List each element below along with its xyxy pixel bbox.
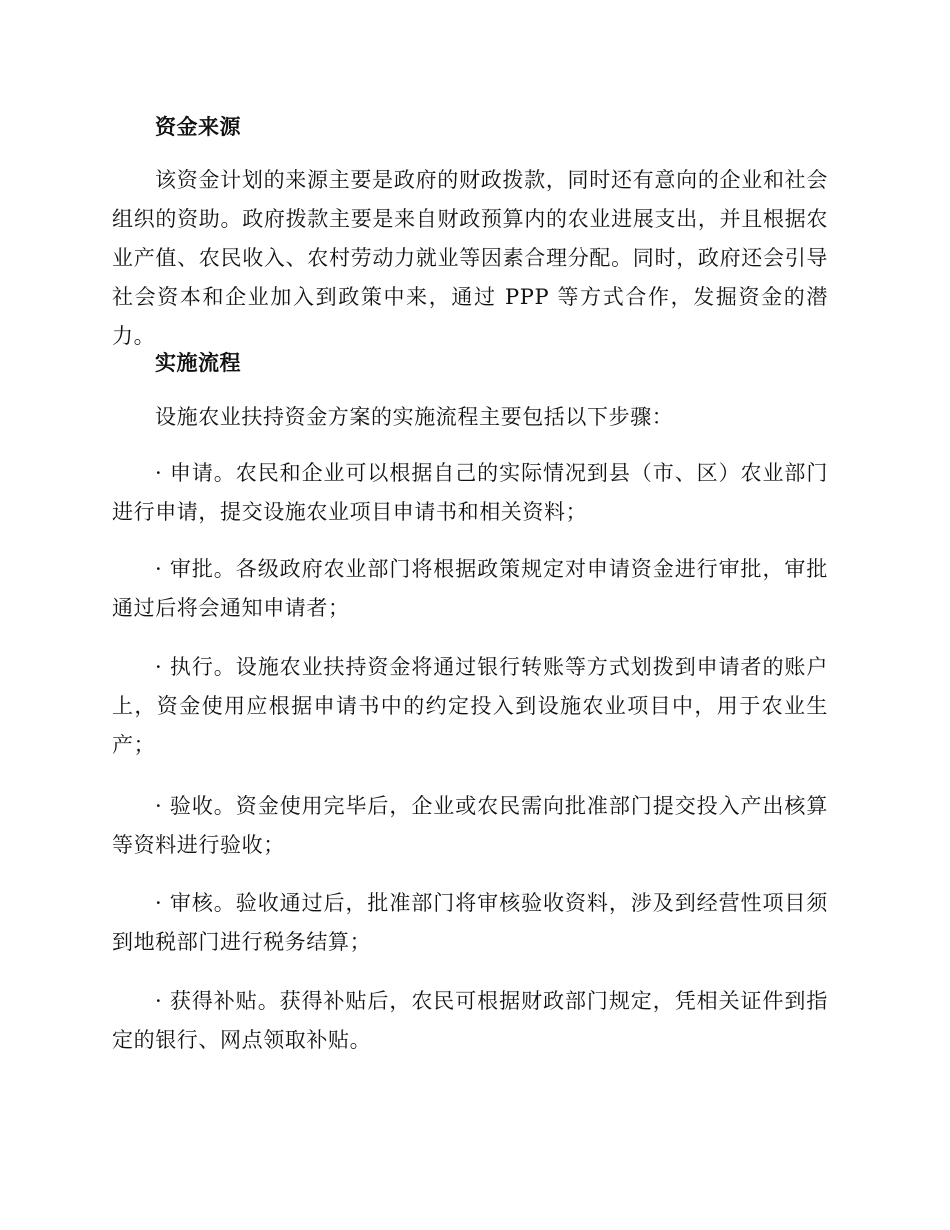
paragraph-funding-source: 该资金计划的来源主要是政府的财政拨款，同时还有意向的企业和社会组织的资助。政府拨款主要是来自财政预算内的农业进展支出，并且根据农业产值、农民收入、农村劳动力就业等因素合理分配。同时，政府还会引导社会资本和企业加入到政策中来，通过 PPP 等方式合作，发掘资金的潜力。 <box>112 168 828 348</box>
list-item-approval: · 审批。各级政府农业部门将根据政策规定对申请资金进行审批，审批通过后将会通知申请者； <box>112 557 828 620</box>
list-item-apply: · 申请。农民和企业可以根据自己的实际情况到县（市、区）农业部门进行申请，提交设施农业项目申请书和相关资料； <box>112 461 828 524</box>
section-heading-implementation-process: 实施流程 <box>155 351 241 375</box>
list-item-execution: · 执行。设施农业扶持资金将通过银行转账等方式划拨到申请者的账户上，资金使用应根据申请书中的约定投入到设施农业项目中，用于农业生产； <box>112 655 828 757</box>
list-item-review: · 审核。验收通过后，批准部门将审核验收资料，涉及到经营性项目须到地税部门进行税务结算； <box>112 891 828 954</box>
list-item-acceptance: · 验收。资金使用完毕后，企业或农民需向批准部门提交投入产出核算等资料进行验收； <box>112 794 828 857</box>
section-heading-funding-source: 资金来源 <box>155 115 241 139</box>
list-item-obtain-subsidy: · 获得补贴。获得补贴后，农民可根据财政部门规定，凭相关证件到指定的银行、网点领取补贴。 <box>112 989 828 1052</box>
paragraph-process-intro: 设施农业扶持资金方案的实施流程主要包括以下步骤： <box>155 405 674 429</box>
